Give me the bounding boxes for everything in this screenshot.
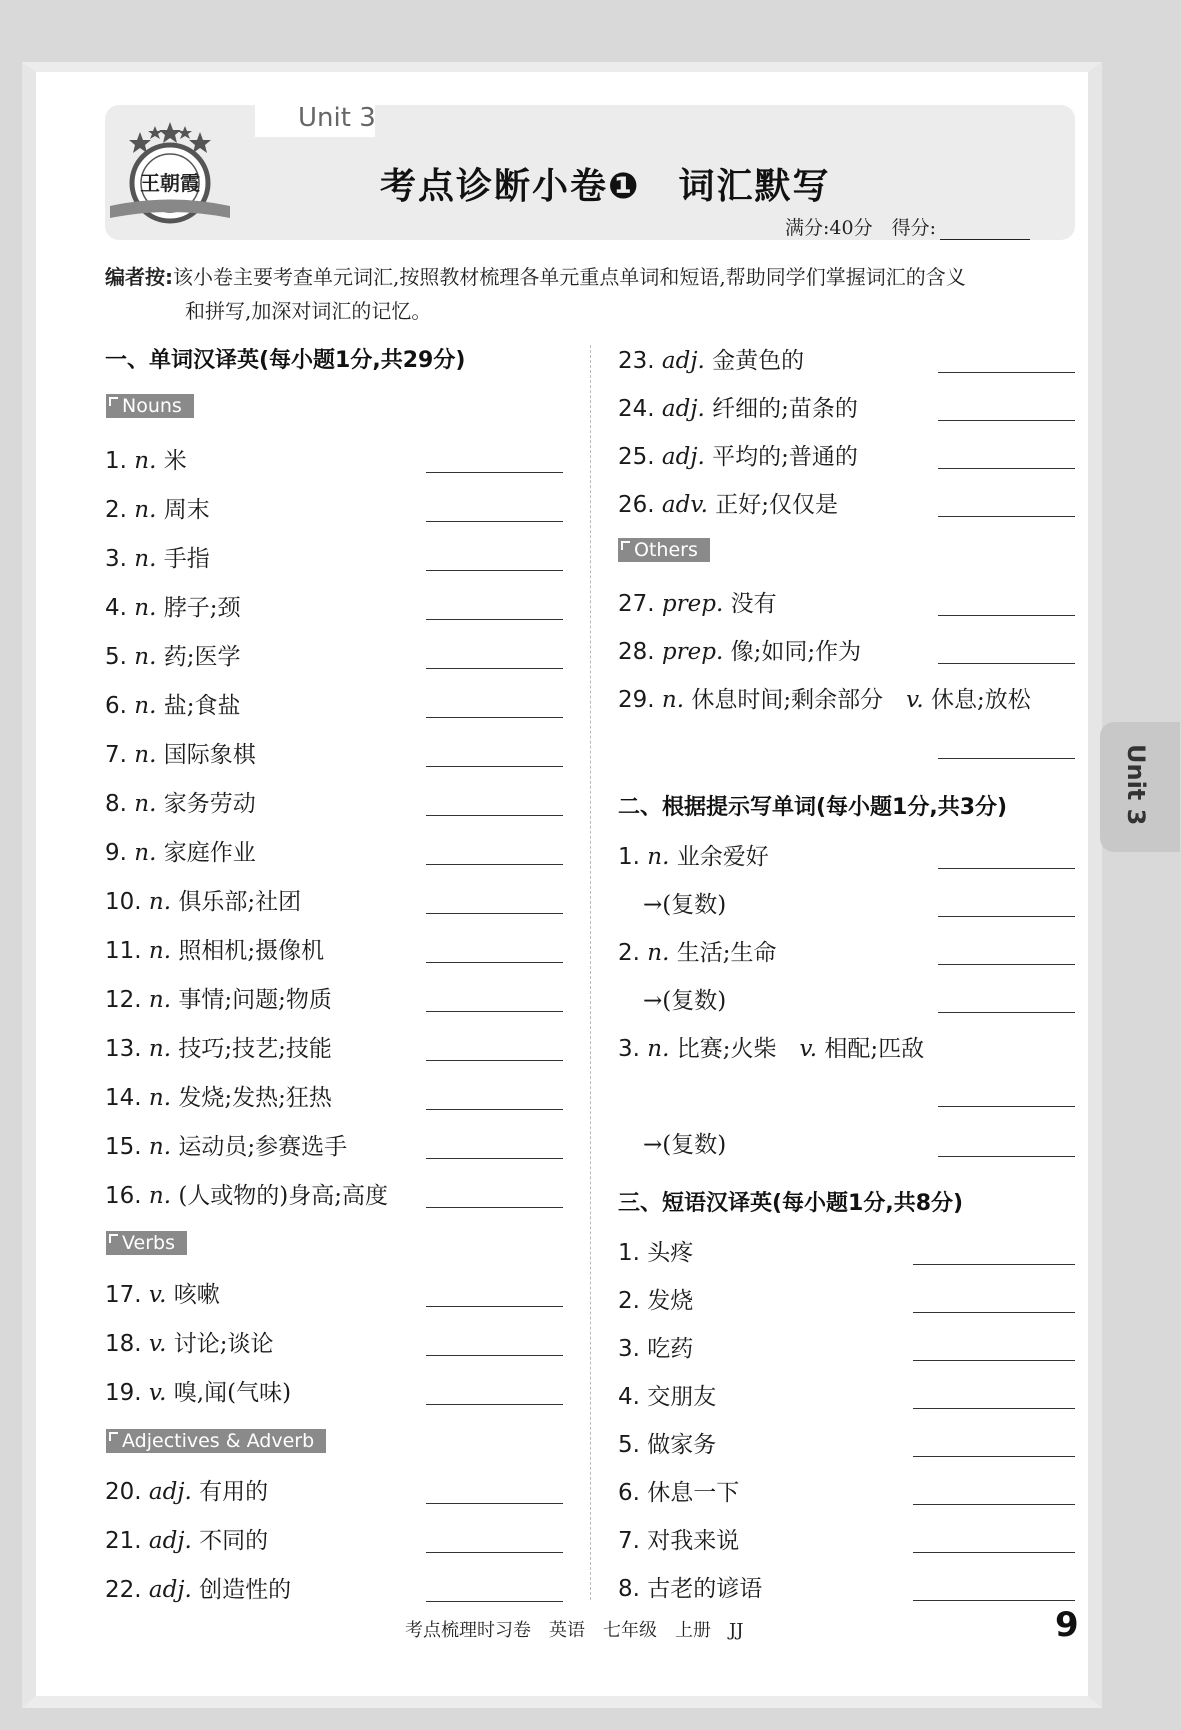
part-of-speech: n. <box>148 1183 179 1209</box>
part1-item <box>618 342 804 375</box>
item-prompt: 讨论;谈论 <box>173 1331 274 1357</box>
part-of-speech: v. <box>148 1331 174 1357</box>
part3-answer-blank[interactable] <box>913 1312 1075 1313</box>
part-of-speech: adj. <box>661 396 713 422</box>
part1-answer-blank[interactable] <box>426 913 563 914</box>
item-prompt: 俱乐部;社团 <box>178 889 302 915</box>
part3-item <box>618 1282 693 1315</box>
item-prompt: 古老的谚语 <box>647 1576 763 1602</box>
part-of-speech: n. <box>134 497 164 523</box>
item-prompt: 药;医学 <box>163 644 241 670</box>
item-number: 5. <box>618 1432 648 1458</box>
part1-item <box>105 1079 332 1112</box>
item-number: 6. <box>618 1480 648 1506</box>
item-number: 7. <box>105 742 135 768</box>
item-number: 3. <box>618 1036 648 1062</box>
part1-answer-blank[interactable] <box>426 668 563 669</box>
item-number: 29. <box>618 687 662 713</box>
part1-item <box>105 442 187 475</box>
tag-others: Others <box>618 538 710 562</box>
part1-answer-blank[interactable] <box>426 766 563 767</box>
item-number: 8. <box>105 791 135 817</box>
item-number: 1. <box>618 1240 648 1266</box>
part1-item <box>105 638 240 671</box>
item-prompt: 盐;食盐 <box>163 693 241 719</box>
part1-item <box>105 1374 291 1407</box>
item-prompt: 有用的 <box>199 1479 269 1505</box>
part2-answer-blank[interactable] <box>938 1106 1075 1107</box>
part1-answer-blank[interactable] <box>426 1207 563 1208</box>
item-number: 14. <box>105 1085 149 1111</box>
part1-answer-blank[interactable] <box>426 570 563 571</box>
part3-answer-blank[interactable] <box>913 1600 1075 1601</box>
part2-item <box>643 1126 726 1159</box>
part-of-speech: n. <box>661 687 692 713</box>
item-prompt: 纤细的;苗条的 <box>712 396 858 422</box>
item-prompt: 头疼 <box>647 1240 694 1266</box>
item-prompt: 相配;匹敌 <box>824 1036 925 1062</box>
part1-answer-blank[interactable] <box>426 472 563 473</box>
part2-item <box>618 838 769 871</box>
item-prompt: 周末 <box>163 497 210 523</box>
item-number: 17. <box>105 1282 149 1308</box>
part-of-speech: n. <box>647 940 677 966</box>
part1-answer-blank[interactable] <box>426 1060 563 1061</box>
part1-item <box>105 981 332 1014</box>
item-number: 26. <box>618 492 662 518</box>
item-number: 20. <box>105 1479 149 1505</box>
part-of-speech: v. <box>148 1282 174 1308</box>
part-of-speech: n. <box>134 693 164 719</box>
section-2-heading: 二、根据提示写单词(每小题1分,共3分) <box>618 795 1008 820</box>
part-of-speech: adj. <box>661 348 713 374</box>
part1-answer-blank[interactable] <box>938 468 1075 469</box>
item-number: 5. <box>105 644 135 670</box>
part1-item <box>105 491 210 524</box>
item-number: 24. <box>618 396 662 422</box>
part3-answer-blank[interactable] <box>913 1456 1075 1457</box>
item-number: 19. <box>105 1380 149 1406</box>
part-of-speech: prep. <box>661 639 731 665</box>
part3-answer-blank[interactable] <box>913 1552 1075 1553</box>
column-divider <box>590 345 591 1600</box>
part2-item <box>643 982 726 1015</box>
part2-answer-blank[interactable] <box>938 1012 1075 1013</box>
item-prompt: 发烧 <box>647 1288 694 1314</box>
part1-answer-blank[interactable] <box>426 1306 563 1307</box>
part3-answer-blank[interactable] <box>913 1360 1075 1361</box>
item-number: 1. <box>105 448 135 474</box>
part1-item <box>618 585 777 618</box>
part-of-speech: n. <box>148 987 179 1013</box>
part1-answer-blank[interactable] <box>938 420 1075 421</box>
part-of-speech: n. <box>134 595 164 621</box>
part1-item <box>105 1030 332 1063</box>
part1-answer-blank[interactable] <box>426 717 563 718</box>
item-number: 9. <box>105 840 135 866</box>
publisher-logo <box>110 118 230 230</box>
part-of-speech: v. <box>776 1036 825 1062</box>
item-prompt: 照相机;摄像机 <box>178 938 325 964</box>
part-of-speech: v. <box>883 687 931 713</box>
item-number: 27. <box>618 591 662 617</box>
item-prompt: 做家务 <box>647 1432 717 1458</box>
part1-answer-blank[interactable] <box>938 758 1075 759</box>
item-prompt: 平均的;普通的 <box>712 444 858 470</box>
note-label: 编者按: <box>105 265 173 289</box>
part-of-speech: n. <box>134 840 164 866</box>
item-prompt: 不同的 <box>199 1528 269 1554</box>
part3-answer-blank[interactable] <box>913 1504 1075 1505</box>
item-prompt: 米 <box>163 448 187 474</box>
item-number: 6. <box>105 693 135 719</box>
part-of-speech: v. <box>148 1380 174 1406</box>
item-number: 12. <box>105 987 149 1013</box>
svg-text:王朝霞: 王朝霞 <box>140 171 200 195</box>
item-prompt: 家庭作业 <box>163 840 256 866</box>
part3-item <box>618 1378 716 1411</box>
item-prompt: 技巧;技艺;技能 <box>178 1036 332 1062</box>
part2-item <box>618 934 776 967</box>
item-number: 2. <box>618 940 648 966</box>
part3-item <box>618 1474 739 1507</box>
part1-answer-blank[interactable] <box>426 1552 563 1553</box>
item-number: 3. <box>105 546 135 572</box>
part1-item <box>618 681 1031 714</box>
part-of-speech: adj. <box>148 1528 200 1554</box>
score-line: 满分:40分 得分: <box>785 213 1030 240</box>
item-prompt: 生活;生命 <box>676 940 777 966</box>
part1-answer-blank[interactable] <box>426 1109 563 1110</box>
part1-item <box>618 633 861 666</box>
item-number: 4. <box>618 1384 648 1410</box>
item-number: 22. <box>105 1577 149 1603</box>
part-of-speech: n. <box>148 1085 179 1111</box>
item-prompt: 国际象棋 <box>163 742 256 768</box>
item-number: 21. <box>105 1528 149 1554</box>
part1-item <box>105 1473 268 1506</box>
part1-item <box>105 687 240 720</box>
note-line2: 和拼写,加深对词汇的记忆。 <box>185 299 432 323</box>
part-of-speech: prep. <box>661 591 731 617</box>
part1-answer-blank[interactable] <box>426 962 563 963</box>
part1-answer-blank[interactable] <box>426 1011 563 1012</box>
part1-answer-blank[interactable] <box>426 619 563 620</box>
item-number: 13. <box>105 1036 149 1062</box>
part2-answer-blank[interactable] <box>938 964 1075 965</box>
score-blank[interactable] <box>940 221 1030 240</box>
item-number: 25. <box>618 444 662 470</box>
part1-item <box>105 1325 274 1358</box>
item-prompt: 比赛;火柴 <box>676 1036 777 1062</box>
item-number: 7. <box>618 1528 648 1554</box>
part-of-speech: n. <box>148 1134 179 1160</box>
item-number: 4. <box>105 595 135 621</box>
part1-answer-blank[interactable] <box>938 516 1075 517</box>
item-number: 18. <box>105 1331 149 1357</box>
item-prompt: 创造性的 <box>199 1577 292 1603</box>
item-prompt: 休息时间;剩余部分 <box>691 687 884 713</box>
item-prompt: 金黄色的 <box>712 348 805 374</box>
item-number: 1. <box>618 844 648 870</box>
item-number: 8. <box>618 1576 648 1602</box>
part-of-speech: n. <box>134 791 164 817</box>
section-1-heading: 一、单词汉译英(每小题1分,共29分) <box>105 348 466 373</box>
part1-answer-blank[interactable] <box>426 521 563 522</box>
item-number: 2. <box>618 1288 648 1314</box>
item-prompt: 没有 <box>730 591 777 617</box>
item-prompt: 业余爱好 <box>676 844 769 870</box>
page-title: 考点诊断小卷❶ 词汇默写 <box>380 166 831 207</box>
part-of-speech: adj. <box>661 444 713 470</box>
part1-answer-blank[interactable] <box>426 1355 563 1356</box>
part1-item <box>105 1177 388 1210</box>
part-of-speech: n. <box>134 448 164 474</box>
part-of-speech: n. <box>134 546 164 572</box>
item-prompt: (人或物的)身高;高度 <box>178 1183 389 1209</box>
item-prompt: 吃药 <box>647 1336 694 1362</box>
footer-text: 考点梳理时习卷 英语 七年级 上册 JJ <box>405 1620 744 1641</box>
item-prompt: →(复数) <box>643 1132 727 1158</box>
part3-item <box>618 1570 762 1603</box>
unit-label: Unit 3 <box>298 103 376 133</box>
part3-answer-blank[interactable] <box>913 1408 1075 1409</box>
part1-item <box>618 390 858 423</box>
part1-answer-blank[interactable] <box>938 615 1075 616</box>
item-prompt: 对我来说 <box>647 1528 740 1554</box>
part1-item <box>105 932 324 965</box>
part-of-speech: n. <box>134 644 164 670</box>
item-number: 2. <box>105 497 135 523</box>
part1-item <box>105 1571 291 1604</box>
part3-answer-blank[interactable] <box>913 1264 1075 1265</box>
item-prompt: 休息;放松 <box>930 687 1031 713</box>
part2-answer-blank[interactable] <box>938 916 1075 917</box>
item-prompt: 交朋友 <box>647 1384 717 1410</box>
item-number: 16. <box>105 1183 149 1209</box>
part-of-speech: adj. <box>148 1479 200 1505</box>
part1-item <box>105 589 240 622</box>
part-of-speech: n. <box>148 938 179 964</box>
part2-item <box>643 886 726 919</box>
item-prompt: →(复数) <box>643 892 727 918</box>
part1-answer-blank[interactable] <box>426 815 563 816</box>
item-prompt: 脖子;颈 <box>163 595 241 621</box>
item-number: 28. <box>618 639 662 665</box>
item-number: 23. <box>618 348 662 374</box>
part1-item <box>105 540 210 573</box>
part-of-speech: adv. <box>661 492 716 518</box>
item-prompt: 嗅,闻(气味) <box>173 1380 292 1406</box>
part1-item <box>105 785 256 818</box>
item-prompt: 发烧;发热;狂热 <box>178 1085 332 1111</box>
part1-answer-blank[interactable] <box>426 1158 563 1159</box>
tag-nouns: Nouns <box>106 394 194 418</box>
item-number: 11. <box>105 938 149 964</box>
side-tab-unit: Unit 3 <box>1100 722 1180 852</box>
item-number: 15. <box>105 1134 149 1160</box>
part3-item <box>618 1522 739 1555</box>
part-of-speech: n. <box>134 742 164 768</box>
part-of-speech: n. <box>647 844 677 870</box>
part1-answer-blank[interactable] <box>938 663 1075 664</box>
section-3-heading: 三、短语汉译英(每小题1分,共8分) <box>618 1191 964 1216</box>
item-prompt: 手指 <box>163 546 210 572</box>
part1-answer-blank[interactable] <box>426 1404 563 1405</box>
part1-answer-blank[interactable] <box>426 1503 563 1504</box>
item-number: 3. <box>618 1336 648 1362</box>
item-prompt: 正好;仅仅是 <box>715 492 838 518</box>
item-prompt: →(复数) <box>643 988 727 1014</box>
item-prompt: 休息一下 <box>647 1480 740 1506</box>
part3-item <box>618 1426 716 1459</box>
editor-note <box>105 260 1080 328</box>
part2-item <box>618 1030 924 1063</box>
part1-item <box>105 1276 220 1309</box>
note-line1: 该小卷主要考查单元词汇,按照教材梳理各单元重点单词和短语,帮助同学们掌握词汇的含义 <box>173 265 966 289</box>
part2-answer-blank[interactable] <box>938 868 1075 869</box>
part-of-speech: n. <box>148 889 179 915</box>
part1-item <box>105 1128 347 1161</box>
part3-item <box>618 1234 693 1267</box>
item-prompt: 像;如同;作为 <box>730 639 862 665</box>
part1-item <box>105 883 301 916</box>
part1-item <box>105 736 256 769</box>
page-number: 9 <box>1055 1605 1079 1645</box>
item-prompt: 家务劳动 <box>163 791 256 817</box>
item-prompt: 运动员;参赛选手 <box>178 1134 348 1160</box>
part1-answer-blank[interactable] <box>938 372 1075 373</box>
item-number: 10. <box>105 889 149 915</box>
part1-answer-blank[interactable] <box>426 864 563 865</box>
part-of-speech: n. <box>647 1036 677 1062</box>
part1-item <box>105 1522 268 1555</box>
part1-item <box>618 438 858 471</box>
tag-adjectives-adverb: Adjectives & Adverb <box>106 1429 326 1453</box>
part2-answer-blank[interactable] <box>938 1156 1075 1157</box>
part1-answer-blank[interactable] <box>426 1601 563 1602</box>
part1-item <box>618 486 838 519</box>
tag-verbs: Verbs <box>106 1231 187 1255</box>
item-prompt: 咳嗽 <box>173 1282 220 1308</box>
item-prompt: 事情;问题;物质 <box>178 987 332 1013</box>
part-of-speech: adj. <box>148 1577 200 1603</box>
part-of-speech: n. <box>148 1036 179 1062</box>
part3-item <box>618 1330 693 1363</box>
part1-item <box>105 834 256 867</box>
